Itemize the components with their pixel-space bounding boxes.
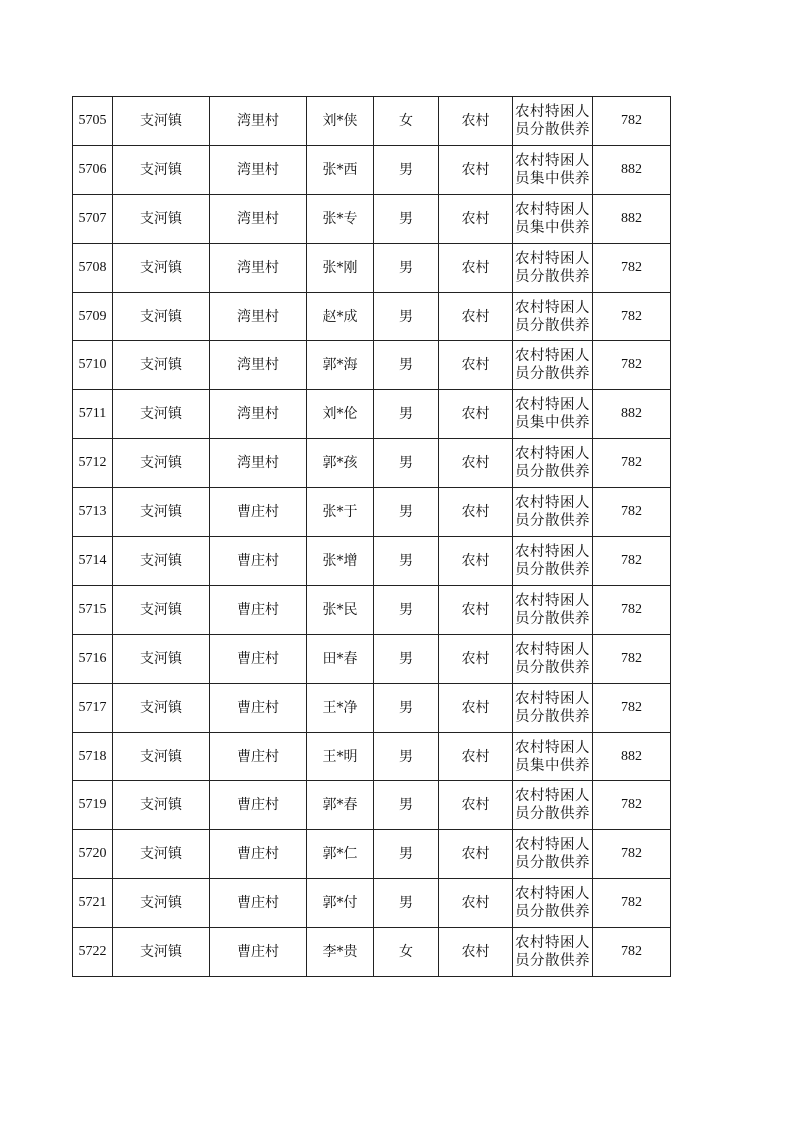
- town-cell: 支河镇: [113, 390, 210, 439]
- gender-cell: 男: [374, 879, 439, 928]
- town-cell: 支河镇: [113, 537, 210, 586]
- table-row: [73, 683, 671, 732]
- amount-cell: 882: [593, 390, 671, 439]
- gender-cell: 男: [374, 194, 439, 243]
- serial-number-cell: 5709: [73, 292, 113, 341]
- support-type-cell: 农村特困人员分散供养: [513, 341, 593, 390]
- gender-cell: 男: [374, 732, 439, 781]
- serial-number-cell: 5716: [73, 634, 113, 683]
- town-cell: 支河镇: [113, 292, 210, 341]
- gender-cell: 男: [374, 341, 439, 390]
- village-cell: 曹庄村: [210, 830, 307, 879]
- area-cell: 农村: [439, 537, 513, 586]
- amount-cell: 882: [593, 194, 671, 243]
- table-row: [73, 243, 671, 292]
- support-type-cell: 农村特困人员分散供养: [513, 634, 593, 683]
- support-type-cell: 农村特困人员分散供养: [513, 97, 593, 146]
- table-row: [73, 341, 671, 390]
- serial-number-cell: 5720: [73, 830, 113, 879]
- person-name-cell: 张*于: [307, 488, 374, 537]
- table-row: [73, 928, 671, 977]
- table-row: [73, 732, 671, 781]
- person-name-cell: 李*贵: [307, 928, 374, 977]
- table-row: [73, 537, 671, 586]
- amount-cell: 782: [593, 439, 671, 488]
- serial-number-cell: 5718: [73, 732, 113, 781]
- person-name-cell: 张*专: [307, 194, 374, 243]
- village-cell: 曹庄村: [210, 537, 307, 586]
- support-type-cell: 农村特困人员分散供养: [513, 879, 593, 928]
- person-name-cell: 赵*成: [307, 292, 374, 341]
- gender-cell: 男: [374, 292, 439, 341]
- town-cell: 支河镇: [113, 683, 210, 732]
- gender-cell: 男: [374, 145, 439, 194]
- town-cell: 支河镇: [113, 439, 210, 488]
- person-name-cell: 郭*孩: [307, 439, 374, 488]
- person-name-cell: 郭*付: [307, 879, 374, 928]
- table-row: [73, 879, 671, 928]
- table-row: [73, 97, 671, 146]
- area-cell: 农村: [439, 732, 513, 781]
- gender-cell: 男: [374, 439, 439, 488]
- support-type-cell: 农村特困人员分散供养: [513, 292, 593, 341]
- support-type-cell: 农村特困人员分散供养: [513, 781, 593, 830]
- serial-number-cell: 5719: [73, 781, 113, 830]
- support-type-cell: 农村特困人员集中供养: [513, 732, 593, 781]
- gender-cell: 男: [374, 488, 439, 537]
- gender-cell: 男: [374, 390, 439, 439]
- gender-cell: 男: [374, 585, 439, 634]
- gender-cell: 男: [374, 683, 439, 732]
- area-cell: 农村: [439, 145, 513, 194]
- village-cell: 湾里村: [210, 341, 307, 390]
- table-row: [73, 439, 671, 488]
- town-cell: 支河镇: [113, 781, 210, 830]
- table-row: [73, 585, 671, 634]
- area-cell: 农村: [439, 634, 513, 683]
- village-cell: 湾里村: [210, 145, 307, 194]
- serial-number-cell: 5711: [73, 390, 113, 439]
- amount-cell: 782: [593, 292, 671, 341]
- village-cell: 湾里村: [210, 97, 307, 146]
- serial-number-cell: 5710: [73, 341, 113, 390]
- gender-cell: 女: [374, 97, 439, 146]
- amount-cell: 782: [593, 341, 671, 390]
- person-name-cell: 刘*伦: [307, 390, 374, 439]
- town-cell: 支河镇: [113, 585, 210, 634]
- person-name-cell: 张*增: [307, 537, 374, 586]
- support-type-cell: 农村特困人员分散供养: [513, 243, 593, 292]
- amount-cell: 782: [593, 683, 671, 732]
- person-name-cell: 张*刚: [307, 243, 374, 292]
- amount-cell: 782: [593, 781, 671, 830]
- person-name-cell: 王*净: [307, 683, 374, 732]
- serial-number-cell: 5708: [73, 243, 113, 292]
- town-cell: 支河镇: [113, 194, 210, 243]
- table-row: [73, 781, 671, 830]
- table-row: [73, 830, 671, 879]
- town-cell: 支河镇: [113, 243, 210, 292]
- town-cell: 支河镇: [113, 97, 210, 146]
- serial-number-cell: 5706: [73, 145, 113, 194]
- table-row: [73, 194, 671, 243]
- person-name-cell: 张*民: [307, 585, 374, 634]
- village-cell: 曹庄村: [210, 781, 307, 830]
- amount-cell: 782: [593, 585, 671, 634]
- person-name-cell: 张*西: [307, 145, 374, 194]
- amount-cell: 782: [593, 537, 671, 586]
- village-cell: 曹庄村: [210, 928, 307, 977]
- amount-cell: 782: [593, 928, 671, 977]
- amount-cell: 782: [593, 830, 671, 879]
- area-cell: 农村: [439, 341, 513, 390]
- area-cell: 农村: [439, 928, 513, 977]
- serial-number-cell: 5705: [73, 97, 113, 146]
- area-cell: 农村: [439, 830, 513, 879]
- village-cell: 湾里村: [210, 390, 307, 439]
- serial-number-cell: 5721: [73, 879, 113, 928]
- amount-cell: 782: [593, 634, 671, 683]
- serial-number-cell: 5713: [73, 488, 113, 537]
- person-name-cell: 郭*海: [307, 341, 374, 390]
- area-cell: 农村: [439, 243, 513, 292]
- town-cell: 支河镇: [113, 634, 210, 683]
- serial-number-cell: 5707: [73, 194, 113, 243]
- village-cell: 曹庄村: [210, 683, 307, 732]
- amount-cell: 782: [593, 488, 671, 537]
- serial-number-cell: 5715: [73, 585, 113, 634]
- person-name-cell: 田*春: [307, 634, 374, 683]
- person-name-cell: 郭*仁: [307, 830, 374, 879]
- support-type-cell: 农村特困人员分散供养: [513, 683, 593, 732]
- table-row: [73, 634, 671, 683]
- village-cell: 湾里村: [210, 243, 307, 292]
- table-row: [73, 292, 671, 341]
- town-cell: 支河镇: [113, 488, 210, 537]
- area-cell: 农村: [439, 488, 513, 537]
- support-type-cell: 农村特困人员分散供养: [513, 830, 593, 879]
- support-type-cell: 农村特困人员分散供养: [513, 928, 593, 977]
- town-cell: 支河镇: [113, 830, 210, 879]
- support-type-cell: 农村特困人员集中供养: [513, 390, 593, 439]
- support-type-cell: 农村特困人员分散供养: [513, 439, 593, 488]
- person-name-cell: 郭*春: [307, 781, 374, 830]
- support-type-cell: 农村特困人员分散供养: [513, 585, 593, 634]
- amount-cell: 882: [593, 732, 671, 781]
- amount-cell: 882: [593, 145, 671, 194]
- village-cell: 曹庄村: [210, 585, 307, 634]
- town-cell: 支河镇: [113, 732, 210, 781]
- town-cell: 支河镇: [113, 145, 210, 194]
- table-row: [73, 488, 671, 537]
- table-row: [73, 145, 671, 194]
- table-row: [73, 390, 671, 439]
- gender-cell: 男: [374, 537, 439, 586]
- area-cell: 农村: [439, 781, 513, 830]
- area-cell: 农村: [439, 585, 513, 634]
- village-cell: 湾里村: [210, 194, 307, 243]
- amount-cell: 782: [593, 97, 671, 146]
- area-cell: 农村: [439, 879, 513, 928]
- village-cell: 曹庄村: [210, 488, 307, 537]
- area-cell: 农村: [439, 194, 513, 243]
- roster-table: [72, 96, 671, 977]
- village-cell: 曹庄村: [210, 879, 307, 928]
- gender-cell: 女: [374, 928, 439, 977]
- person-name-cell: 王*明: [307, 732, 374, 781]
- gender-cell: 男: [374, 243, 439, 292]
- gender-cell: 男: [374, 781, 439, 830]
- area-cell: 农村: [439, 683, 513, 732]
- gender-cell: 男: [374, 830, 439, 879]
- village-cell: 曹庄村: [210, 732, 307, 781]
- town-cell: 支河镇: [113, 341, 210, 390]
- gender-cell: 男: [374, 634, 439, 683]
- area-cell: 农村: [439, 439, 513, 488]
- area-cell: 农村: [439, 97, 513, 146]
- serial-number-cell: 5712: [73, 439, 113, 488]
- person-name-cell: 刘*侠: [307, 97, 374, 146]
- support-type-cell: 农村特困人员分散供养: [513, 488, 593, 537]
- town-cell: 支河镇: [113, 928, 210, 977]
- support-type-cell: 农村特困人员集中供养: [513, 194, 593, 243]
- amount-cell: 782: [593, 243, 671, 292]
- amount-cell: 782: [593, 879, 671, 928]
- area-cell: 农村: [439, 292, 513, 341]
- village-cell: 湾里村: [210, 292, 307, 341]
- serial-number-cell: 5717: [73, 683, 113, 732]
- village-cell: 曹庄村: [210, 634, 307, 683]
- area-cell: 农村: [439, 390, 513, 439]
- support-type-cell: 农村特困人员集中供养: [513, 145, 593, 194]
- serial-number-cell: 5722: [73, 928, 113, 977]
- support-type-cell: 农村特困人员分散供养: [513, 537, 593, 586]
- village-cell: 湾里村: [210, 439, 307, 488]
- roster-body: [73, 97, 671, 977]
- serial-number-cell: 5714: [73, 537, 113, 586]
- town-cell: 支河镇: [113, 879, 210, 928]
